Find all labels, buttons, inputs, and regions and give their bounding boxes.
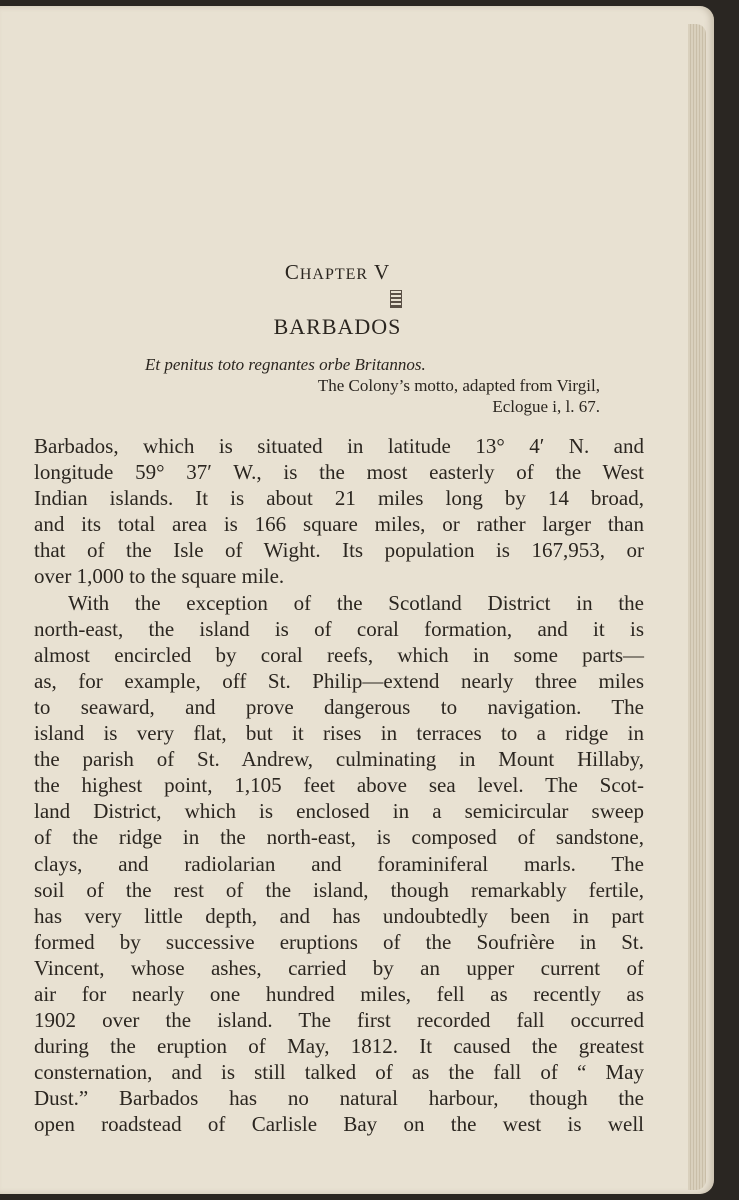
- text-line: the parish of St. Andrew, culminating in Mount Hillaby,: [34, 747, 644, 772]
- text-line: north-east, the island is of coral formation, and it is: [34, 616, 644, 641]
- body-text: [34, 433, 644, 1138]
- text-line: soil of the rest of the island, though remarkably fertile,: [34, 877, 644, 902]
- text-line: and its total area is 166 square miles, or rather larger than: [34, 512, 644, 537]
- text-line: that of the Isle of Wight. Its population is 167,953, or: [34, 538, 644, 563]
- text-line: of the ridge in the north-east, is composed of sandstone,: [34, 825, 644, 850]
- text-line: has very little depth, and has undoubtedly been in part: [34, 903, 644, 928]
- text-line: 1902 over the island. The first recorded fall occurred: [34, 1008, 644, 1033]
- epigraph-latin: Et penitus toto regnantes orbe Britannos.: [145, 355, 426, 374]
- text-line: Dust.” Barbados has no natural harbour, though the: [34, 1086, 644, 1111]
- book-page: [0, 6, 714, 1194]
- chapter-label-first: C: [284, 260, 300, 284]
- text-line: open roadstead of Carlisle Bay on the west is well: [34, 1112, 644, 1137]
- text-line: island is very flat, but it rises in terraces to a ridge in: [34, 721, 644, 746]
- text-line: to seaward, and prove dangerous to navigation. The: [34, 694, 644, 719]
- chapter-title: BARBADOS: [273, 314, 402, 339]
- text-line: air for nearly one hundred miles, fell as recently as: [34, 981, 644, 1006]
- chapter-number: V: [373, 260, 391, 284]
- text-line: land District, which is enclosed in a semicircular sweep: [34, 799, 644, 824]
- text-line: longitude 59° 37′ W., is the most easterly of the West: [34, 460, 644, 485]
- chapter-heading: [0, 260, 675, 285]
- text-line: Vincent, whose ashes, carried by an upper current of: [34, 955, 644, 980]
- text-line: almost encircled by coral reefs, which in some parts—: [34, 642, 644, 667]
- text-line: as, for example, off St. Philip—extend nearly three miles: [34, 668, 644, 693]
- text-line: during the eruption of May, 1812. It caused the greatest: [34, 1034, 644, 1059]
- text-line: clays, and radiolarian and foraminiferal marls. The: [34, 851, 644, 876]
- text-line: Indian islands. It is about 21 miles long by 14 broad,: [34, 486, 644, 511]
- text-line: over 1,000 to the square mile.: [34, 564, 285, 589]
- chapter-label-rest: HAPTER: [299, 266, 369, 283]
- text-line: the highest point, 1,105 feet above sea level. The Scot-: [34, 773, 644, 798]
- text-line: formed by successive eruptions of the Soufrière in St.: [34, 929, 644, 954]
- text-line: With the exception of the Scotland District in the: [68, 590, 644, 615]
- ornament-icon: [390, 290, 402, 308]
- page-edges: [688, 24, 706, 1190]
- epigraph-source-line-2: Eclogue i, l. 67.: [492, 397, 600, 416]
- epigraph: [130, 354, 600, 417]
- text-line: consternation, and is still talked of as the fall of “ May: [34, 1060, 644, 1085]
- epigraph-source-line-1: The Colony’s motto, adapted from Virgil,: [317, 376, 600, 395]
- text-line: Barbados, which is situated in latitude 13° 4′ N. and: [34, 434, 644, 458]
